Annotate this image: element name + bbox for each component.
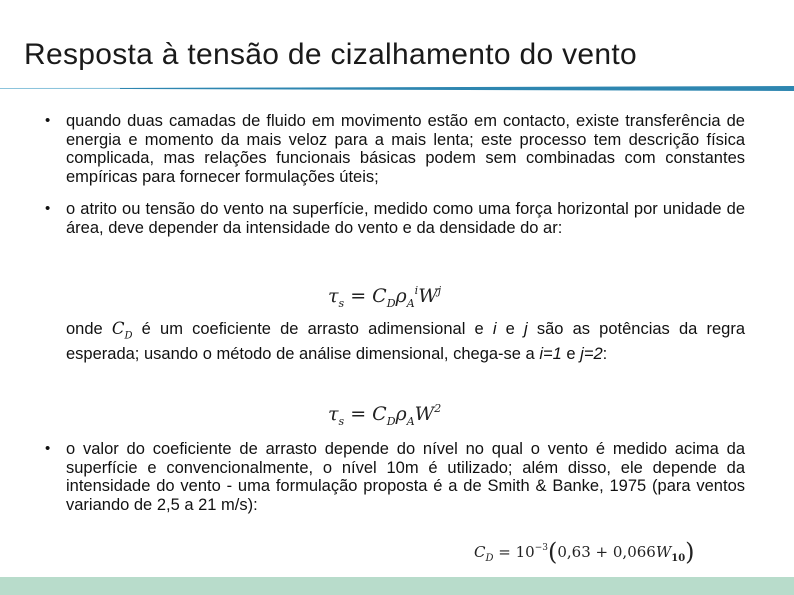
f3-close-paren: ) xyxy=(685,538,695,566)
bullet-1: • quando duas camadas de fluido em movimento estão em contacto, existe transferência de energia e momento da mais veloz para a mais lenta; este processo tem descrição física complicada, mas relações funcionais básicas podem sem combinadas com constantes empíricas para fornecer formulações úteis; xyxy=(45,112,745,186)
bullet-2: • o atrito ou tensão do vento na superfície, medido como uma força horizontal por unidade de área, deve depender da intensidade do vento e da densidade do ar: xyxy=(45,200,745,237)
formula-wind-stress-quadratic xyxy=(328,402,441,428)
f2-c: C xyxy=(372,403,387,425)
bullet-3: • o valor do coeficiente de arrasto depende do nível no qual o vento é medido acima da superfície e convencionalmente, o nível 10m é utilizado; além disso, ele depende da intensidade do vento - uma formulação proposta é a de Smith & Banke, 1975 (para ventos variando de 2,5 a 21 m/s): xyxy=(45,440,745,514)
f2-tau-sub: s xyxy=(338,415,345,428)
f1-rho: ρ xyxy=(395,285,407,307)
para-text-2: é um coeficiente de arrasto adimensional e xyxy=(132,319,493,338)
f2-rho-sub: A xyxy=(406,415,415,428)
footer-bar xyxy=(0,577,794,595)
title-underline-dark xyxy=(120,86,794,91)
j-equals-2: j=2 xyxy=(580,345,603,364)
f3-w: W xyxy=(655,543,672,561)
f2-tau: τ xyxy=(328,403,339,425)
f2-rho: ρ xyxy=(395,403,407,425)
f1-w-sup: j xyxy=(437,284,442,297)
formula-smith-banke xyxy=(474,538,695,566)
f1-rho-sup: i xyxy=(414,284,419,297)
f3-body: 0,63 + 0,066 xyxy=(557,543,656,561)
f3-w-sub: 10 xyxy=(671,553,686,564)
f3-eq: = 10 xyxy=(493,543,535,561)
f1-eq: = xyxy=(344,285,373,307)
cd-letter: C xyxy=(111,318,125,338)
cd-symbol xyxy=(111,318,133,341)
power-j: j xyxy=(524,319,528,338)
cd-subscript: D xyxy=(124,329,133,341)
f1-tau-sub: s xyxy=(338,297,345,310)
definition-paragraph xyxy=(45,320,745,364)
f2-eq: = xyxy=(344,403,373,425)
para-text-5: e xyxy=(561,345,581,364)
f2-w: W xyxy=(414,403,435,425)
f2-w-sup: 2 xyxy=(434,402,442,415)
para-text-3: e xyxy=(496,319,525,338)
f3-c: C xyxy=(474,543,486,561)
title-underline xyxy=(0,86,794,91)
f3-c-sub: D xyxy=(485,553,494,564)
para-text-4: são as potências da regra esperada; usando o método de análise dimensional, chega-se a xyxy=(66,319,745,364)
f1-c-sub: D xyxy=(386,297,396,310)
power-i: i xyxy=(492,319,497,338)
f1-rho-sub: A xyxy=(406,297,415,310)
slide-body xyxy=(45,112,745,514)
f1-w: W xyxy=(418,285,438,307)
para-text-1: onde xyxy=(66,319,112,338)
f2-c-sub: D xyxy=(386,415,396,428)
f1-c: C xyxy=(372,285,387,307)
formula-wind-stress-general xyxy=(328,284,441,310)
f1-tau: τ xyxy=(328,285,339,307)
para-text-6: : xyxy=(602,345,608,364)
slide-title: Resposta à tensão de cizalhamento do vento xyxy=(24,38,637,71)
f3-open-paren: ( xyxy=(548,538,558,566)
i-equals-1: i=1 xyxy=(539,345,562,364)
f3-exp: −3 xyxy=(534,543,548,553)
